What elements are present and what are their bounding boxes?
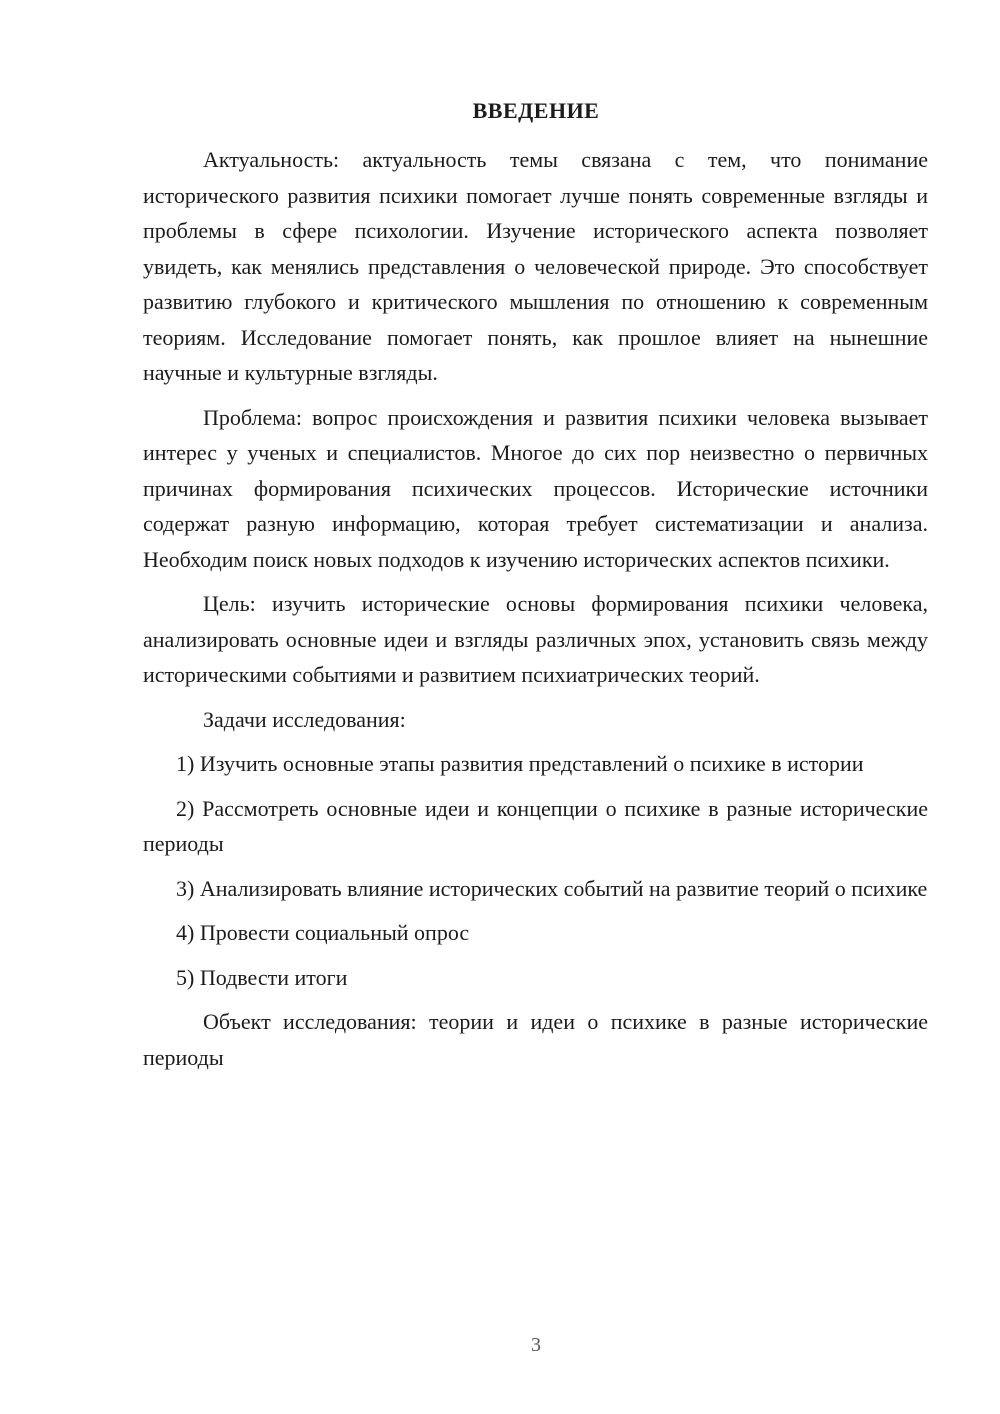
tasks-heading: Задачи исследования: xyxy=(203,706,406,732)
task-item-1: 1) Изучить основные этапы развития представлений о психике в истории xyxy=(176,751,864,776)
task-item-2: 2) Рассмотреть основные идеи и концепции о психике в разные исторические периоды xyxy=(143,795,928,856)
page-number: 3 xyxy=(531,1334,541,1356)
task-item-5: 5) Подвести итоги xyxy=(176,964,348,990)
tasks-list xyxy=(143,746,928,995)
task-item-3: 3) Анализировать влияние исторических событий на развитие теорий о психике xyxy=(176,875,928,901)
problem-paragraph: Проблема: вопрос происхождения и развития психики человека вызывает интерес у ученых и специалистов. Многое до сих пор неизвестно о первичных причинах формирования психических процессов. Исторические источники содержат разную информацию, которая требует систематизации и анализа. Необходим поиск новых подходов к изучению исторических аспектов психики. xyxy=(143,404,928,572)
page-title: ВВЕДЕНИЕ xyxy=(472,98,600,123)
task-item-4: 4) Провести социальный опрос xyxy=(176,920,470,945)
document-body xyxy=(143,142,928,1075)
goal-paragraph: Цель: изучить исторические основы формирования психики человека, анализировать основные идеи и взгляды различных эпох, установить связь между историческими событиями и развитием психиатрических теорий. xyxy=(143,591,928,687)
relevance-paragraph: Актуальность: актуальность темы связана с тем, что понимание исторического развития психики помогает лучше понять современные взгляды и проблемы в сфере психологии. Изучение исторического аспекта позволяет увидеть, как менялись представления о человеческой природе. Это способствует развитию глубокого и критического мышления по отношению к современным теориям. Исследование помогает понять, как прошлое влияет на нынешние научные и культурные взгляды. xyxy=(143,147,928,385)
object-paragraph: Объект исследования: теории и идеи о психике в разные исторические периоды xyxy=(143,1009,928,1070)
